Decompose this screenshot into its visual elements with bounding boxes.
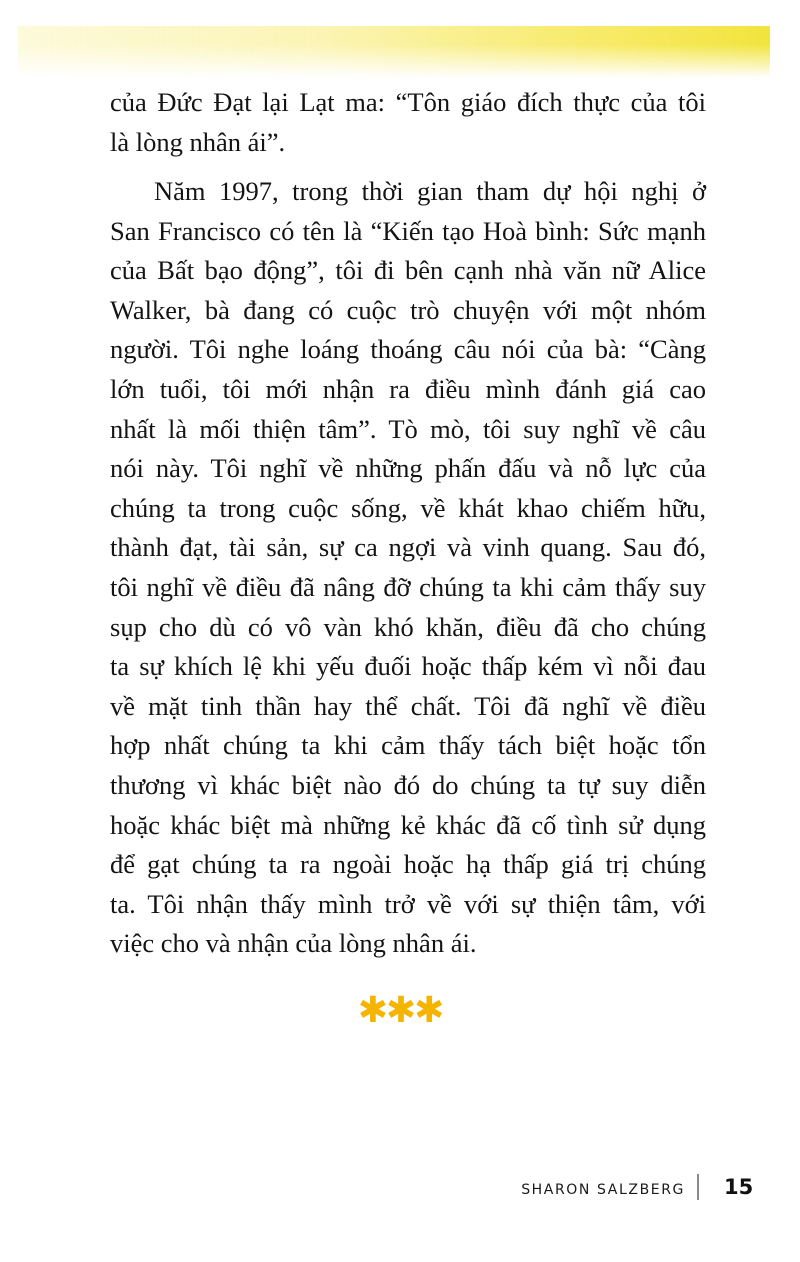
text-line: về mặt tinh thần hay thể chất. Tôi đã nghĩ về điều — [110, 690, 706, 721]
text-line: chúng ta trong cuộc sống, về khát khao chiếm hữu, — [110, 492, 706, 523]
text-line: người. Tôi nghe loáng thoáng câu nói của bà: “Càng — [110, 334, 706, 365]
paragraph-1 — [110, 83, 706, 162]
text-line: hoặc khác biệt mà những kẻ khác đã cố tình sử dụng — [110, 809, 706, 840]
text-line: sụp cho dù có vô vàn khó khăn, điều đã cho chúng — [110, 611, 706, 642]
text-line: thành đạt, tài sản, sự ca ngợi và vinh quang. Sau đó, — [110, 532, 706, 563]
decorative-watercolor-band — [18, 26, 770, 78]
text-line: tôi nghĩ về điều đã nâng đỡ chúng ta khi cảm thấy suy — [110, 571, 706, 602]
text-line: của Bất bạo động”, tôi đi bên cạnh nhà văn nữ Alice — [110, 255, 706, 286]
text-line: để gạt chúng ta ra ngoài hoặc hạ thấp giá trị chúng — [110, 849, 706, 880]
text-line: Walker, bà đang có cuộc trò chuyện với một nhóm — [110, 294, 706, 325]
text-line: ta sự khích lệ khi yếu đuối hoặc thấp kém vì nỗi đau — [110, 651, 706, 682]
section-break-asterisks-icon: ✱✱✱ — [357, 990, 443, 1031]
text-line: thương vì khác biệt nào đó do chúng ta tự suy diễn — [110, 769, 706, 800]
running-footer-author: SHARON SALZBERG — [521, 1182, 685, 1198]
text-line: là lòng nhân ái”. — [110, 126, 286, 157]
page-footer — [0, 1174, 800, 1204]
paragraph-2 — [110, 172, 706, 964]
text-line: lớn tuổi, tôi mới nhận ra điều mình đánh giá cao — [110, 373, 706, 404]
footer-divider — [697, 1174, 699, 1200]
text-line: hợp nhất chúng ta khi cảm thấy tách biệt hoặc tổn — [110, 730, 706, 761]
text-line: việc cho và nhận của lòng nhân ái. — [110, 928, 477, 959]
text-line: Năm 1997, trong thời gian tham dự hội nghị ở — [154, 176, 706, 206]
text-line: của Đức Đạt lại Lạt ma: “Tôn giáo đích thực của tôi — [110, 87, 706, 117]
text-line: San Francisco có tên là “Kiến tạo Hoà bình: Sức mạnh — [110, 215, 706, 246]
page-number: 15 — [724, 1175, 754, 1199]
text-line: ta. Tôi nhận thấy mình trở về với sự thiện tâm, với — [110, 888, 706, 919]
text-line: nói này. Tôi nghĩ về những phấn đấu và nỗ lực của — [110, 453, 706, 484]
text-line: nhất là mối thiện tâm”. Tò mò, tôi suy nghĩ về câu — [110, 413, 706, 444]
